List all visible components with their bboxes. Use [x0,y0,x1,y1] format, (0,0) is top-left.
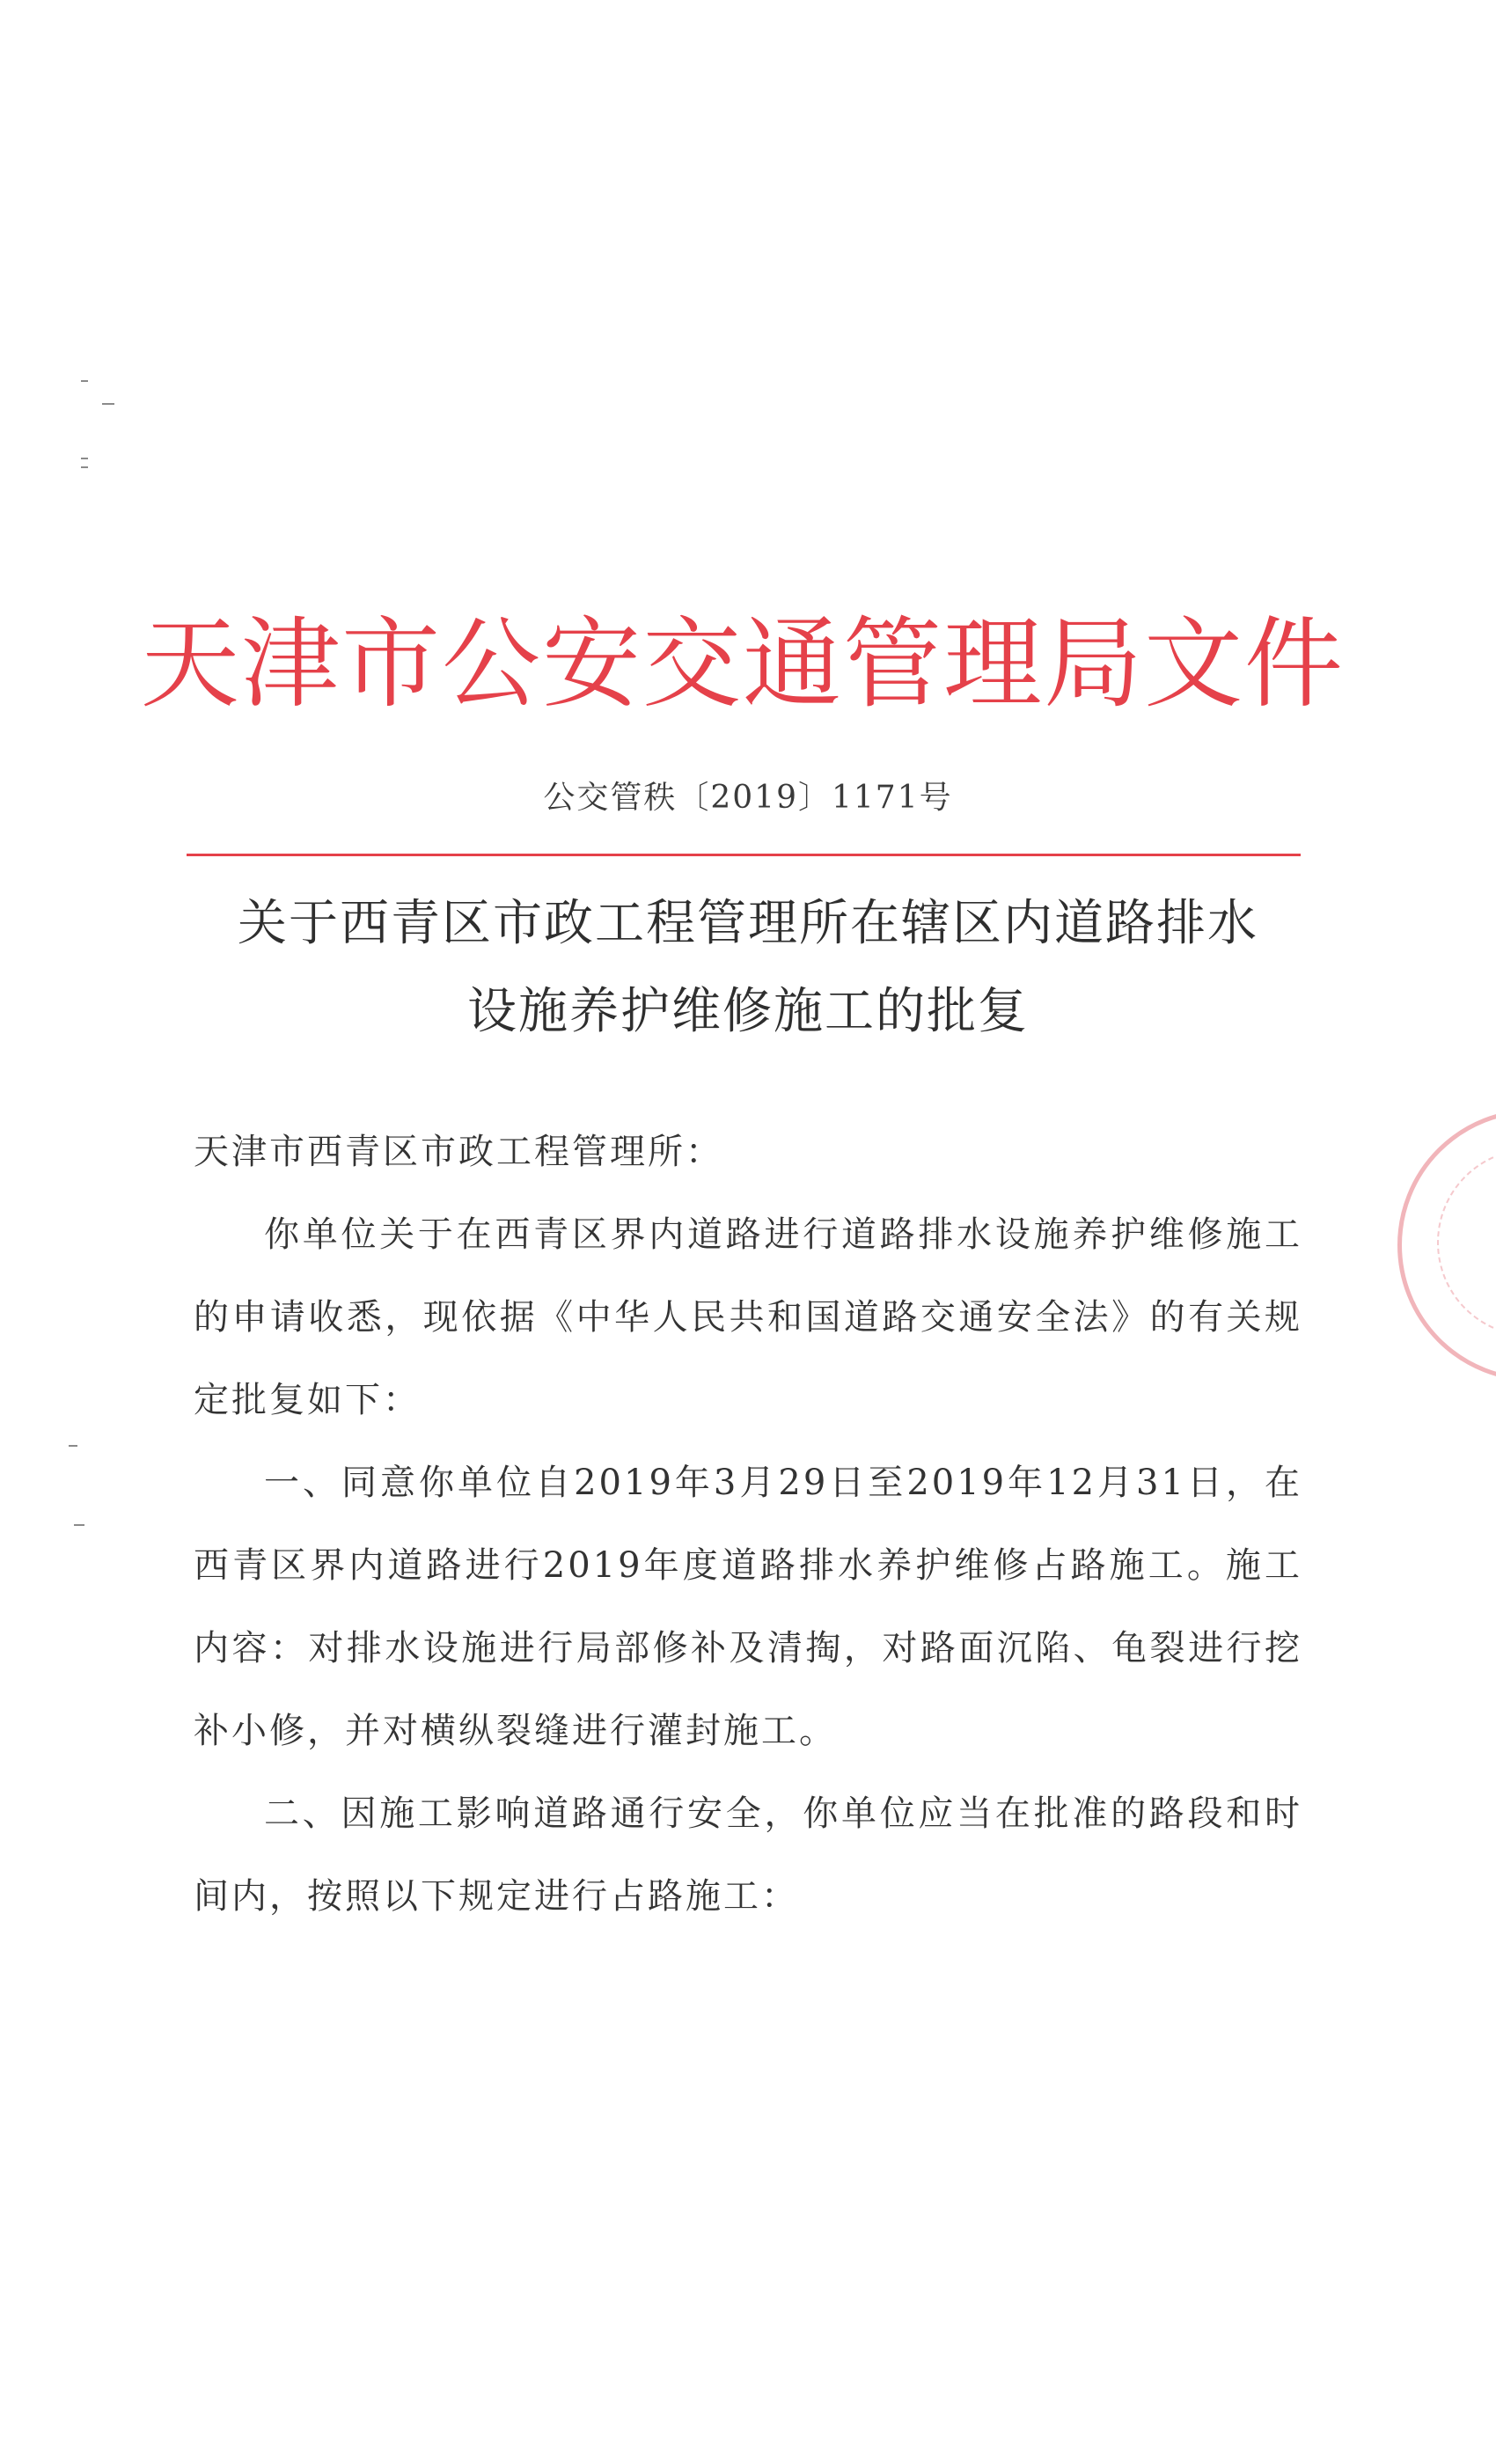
margin-mark [102,403,114,405]
document-body [194,1111,1302,1938]
seal-inner-ring [1437,1148,1496,1337]
red-divider-line [187,854,1301,856]
official-seal-partial [1397,1109,1496,1382]
issuer-header: 天津市公安交通管理局文件 [141,607,1345,722]
paragraph: 一、同意你单位自2019年3月29日至2019年12月31日，在西青区界内道路进行2019年度道路排水养护维修占路施工。施工内容：对排水设施进行局部修补及清掏，对路面沉陷、龟裂进行挖补小修，并对横纵裂缝进行灌封施工。 [194,1463,1302,1751]
margin-mark [81,458,88,459]
document-number: 公交管秩〔2019〕1171号 [543,780,953,816]
margin-mark [81,380,88,382]
salutation: 天津市西青区市政工程管理所： [194,1132,723,1172]
paragraph: 你单位关于在西青区界内道路进行道路排水设施养护维修施工的申请收悉，现依据《中华人民共和国道路交通安全法》的有关规定批复如下： [194,1214,1302,1420]
margin-mark [74,1524,84,1526]
margin-mark [81,466,88,468]
document-title [176,880,1320,1056]
document-title-line: 关于西青区市政工程管理所在辖区内道路排水 [238,895,1258,952]
margin-mark [69,1445,77,1447]
paragraph: 二、因施工影响道路通行安全，你单位应当在批准的路段和时间内，按照以下规定进行占路施工： [194,1793,1302,1917]
document-title-line: 设施养护维修施工的批复 [467,983,1029,1040]
